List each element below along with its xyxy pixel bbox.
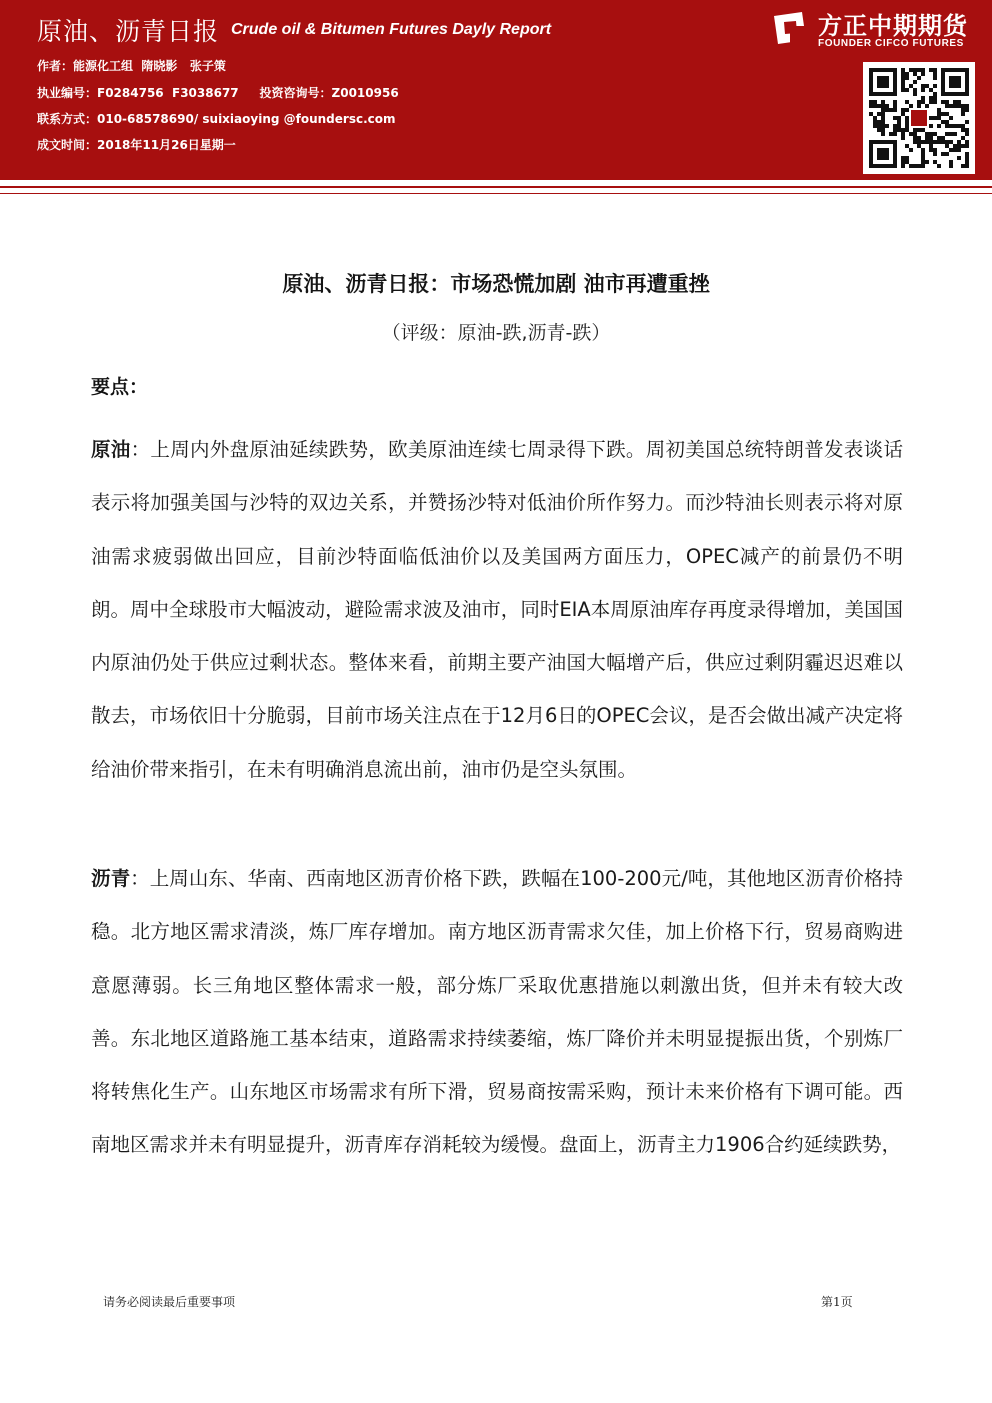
document-rating: （评级：原油-跌,沥青-跌） xyxy=(381,322,611,344)
founder-logo-icon xyxy=(772,10,808,46)
header-divider-thin xyxy=(0,193,992,194)
page-number: 第1页 xyxy=(821,1295,853,1309)
crude-oil-paragraph xyxy=(91,423,903,796)
header-divider xyxy=(0,186,992,188)
contact-line: 联系方式：010-68578690/ suixiaoying @foundersc.com xyxy=(37,112,396,126)
bitumen-paragraph xyxy=(91,852,903,1172)
qr-code-icon xyxy=(863,62,975,174)
license-line: 执业编号：F0284756 F3038677 投资咨询号：Z0010956 xyxy=(37,86,399,100)
report-title-en: Crude oil & Bitumen Futures Dayly Report xyxy=(231,21,552,38)
footer-disclaimer-note: 请务必阅读最后重要事项 xyxy=(103,1295,236,1309)
report-title-cn: 原油、沥青日报 xyxy=(37,17,220,46)
company-logo-en: FOUNDER CIFCO FUTURES xyxy=(818,38,964,49)
company-logo-cn: 方正中期期货 xyxy=(818,12,968,40)
report-header xyxy=(0,0,992,180)
document-title: 原油、沥青日报：市场恐慌加剧 油市再遭重挫 xyxy=(282,272,710,296)
bitumen-text: ：上周山东、华南、西南地区沥青价格下跌，跌幅在100-200元/吨，其他地区沥青价格持稳。北方地区需求清淡，炼厂库存增加。南方地区沥青需求欠佳，加上价格下行，贸易商购进意愿薄弱。长三角地区整体需求一般，部分炼厂采取优惠措施以刺激出货，但并未有较大改善。东北地区道路施工基本结束，道路需求持续萎缩，炼厂降价并未明显提振出货，个别炼厂将转焦化生产。山东地区市场需求有所下滑，贸易商按需采购，预计未来价格有下调可能。西南地区需求并未有明显提升，沥青库存消耗较为缓慢。盘面上，沥青主力1906合约延续跌势， xyxy=(91,867,903,1157)
author-line: 作者：能源化工组 隋晓影 张子策 xyxy=(37,59,226,73)
key-points-heading: 要点： xyxy=(91,376,149,398)
crude-oil-lead: 原油 xyxy=(91,438,131,461)
date-line: 成文时间：2018年11月26日星期一 xyxy=(37,138,236,152)
bitumen-lead: 沥青 xyxy=(91,867,131,890)
qr-code xyxy=(863,62,975,174)
crude-oil-text: ：上周内外盘原油延续跌势，欧美原油连续七周录得下跌。周初美国总统特朗普发表谈话表示将加强美国与沙特的双边关系，并赞扬沙特对低油价所作努力。而沙特油长则表示将对原油需求疲弱做出回应，目前沙特面临低油价以及美国两方面压力，OPEC减产的前景仍不明朗。周中全球股市大幅波动，避险需求波及油市，同时EIA本周原油库存再度录得增加，美国国内原油仍处于供应过剩状态。整体来看，前期主要产油国大幅增产后，供应过剩阴霾迟迟难以散去，市场依旧十分脆弱，目前市场关注点在于12月6日的OPEC会议，是否会做出减产决定将给油价带来指引，在未有明确消息流出前，油市仍是空头氛围。 xyxy=(91,438,903,781)
